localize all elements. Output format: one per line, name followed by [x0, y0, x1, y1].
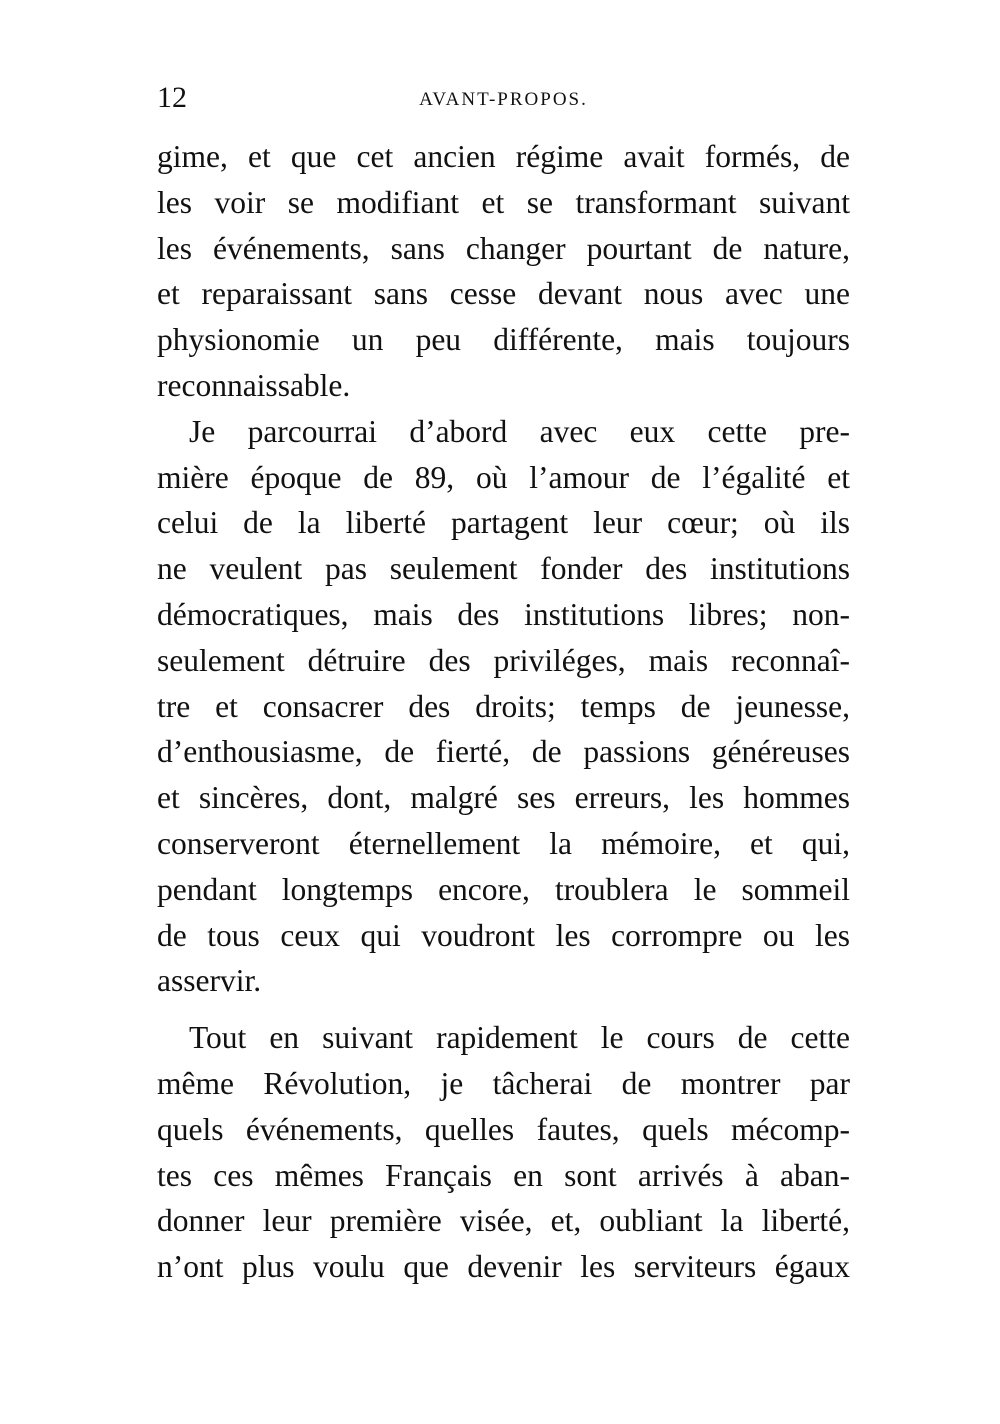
body-text	[157, 134, 850, 1290]
paragraph-gap	[157, 1004, 850, 1015]
running-head	[157, 78, 850, 118]
paragraph-2	[157, 409, 850, 1004]
text-line: donner leur première visée, et, oubliant la liberté,	[157, 1203, 850, 1239]
text-line: reconnaissable.	[157, 367, 351, 403]
text-line: d’enthousiasme, de fierté, de passions généreuses	[157, 734, 850, 770]
text-line: tre et consacrer des droits; temps de jeunesse,	[157, 688, 850, 724]
paragraph-3	[157, 1015, 850, 1290]
text-line: physionomie un peu différente, mais toujours	[157, 322, 850, 358]
text-line: tes ces mêmes Français en sont arrivés à aban-	[157, 1157, 850, 1193]
text-line: n’ont plus voulu que devenir les serviteurs égaux	[157, 1249, 850, 1285]
text-line: Je parcourrai d’abord avec eux cette pre-	[189, 413, 850, 449]
running-title: AVANT-PROPOS.	[419, 89, 588, 110]
text-line: pendant longtemps encore, troublera le sommeil	[157, 871, 850, 907]
text-line: démocratiques, mais des institutions libres; non-	[157, 596, 850, 632]
text-line: gime, et que cet ancien régime avait formés, de	[157, 139, 850, 174]
text-line: asservir.	[157, 963, 262, 999]
text-line: ne veulent pas seulement fonder des institutions	[157, 551, 850, 587]
text-line: et reparaissant sans cesse devant nous avec une	[157, 276, 850, 312]
paragraph-1	[157, 134, 850, 409]
text-line: les voir se modifiant et se transformant suivant	[157, 184, 850, 220]
text-line: conserveront éternellement la mémoire, et qui,	[157, 825, 850, 861]
text-line: même Révolution, je tâcherai de montrer par	[157, 1065, 850, 1101]
text-line: seulement détruire des priviléges, mais reconnaî-	[157, 642, 850, 678]
text-line: mière époque de 89, où l’amour de l’égalité et	[157, 459, 850, 495]
text-line: de tous ceux qui voudront les corrompre ou les	[157, 917, 850, 953]
text-line: celui de la liberté partagent leur cœur; où ils	[157, 505, 850, 541]
text-line: les événements, sans changer pourtant de nature,	[157, 230, 850, 266]
text-line: quels événements, quelles fautes, quels mécomp-	[157, 1111, 850, 1147]
text-line: et sincères, dont, malgré ses erreurs, les hommes	[157, 780, 850, 816]
page-number: 12	[157, 81, 187, 114]
text-line: Tout en suivant rapidement le cours de cette	[189, 1020, 850, 1056]
